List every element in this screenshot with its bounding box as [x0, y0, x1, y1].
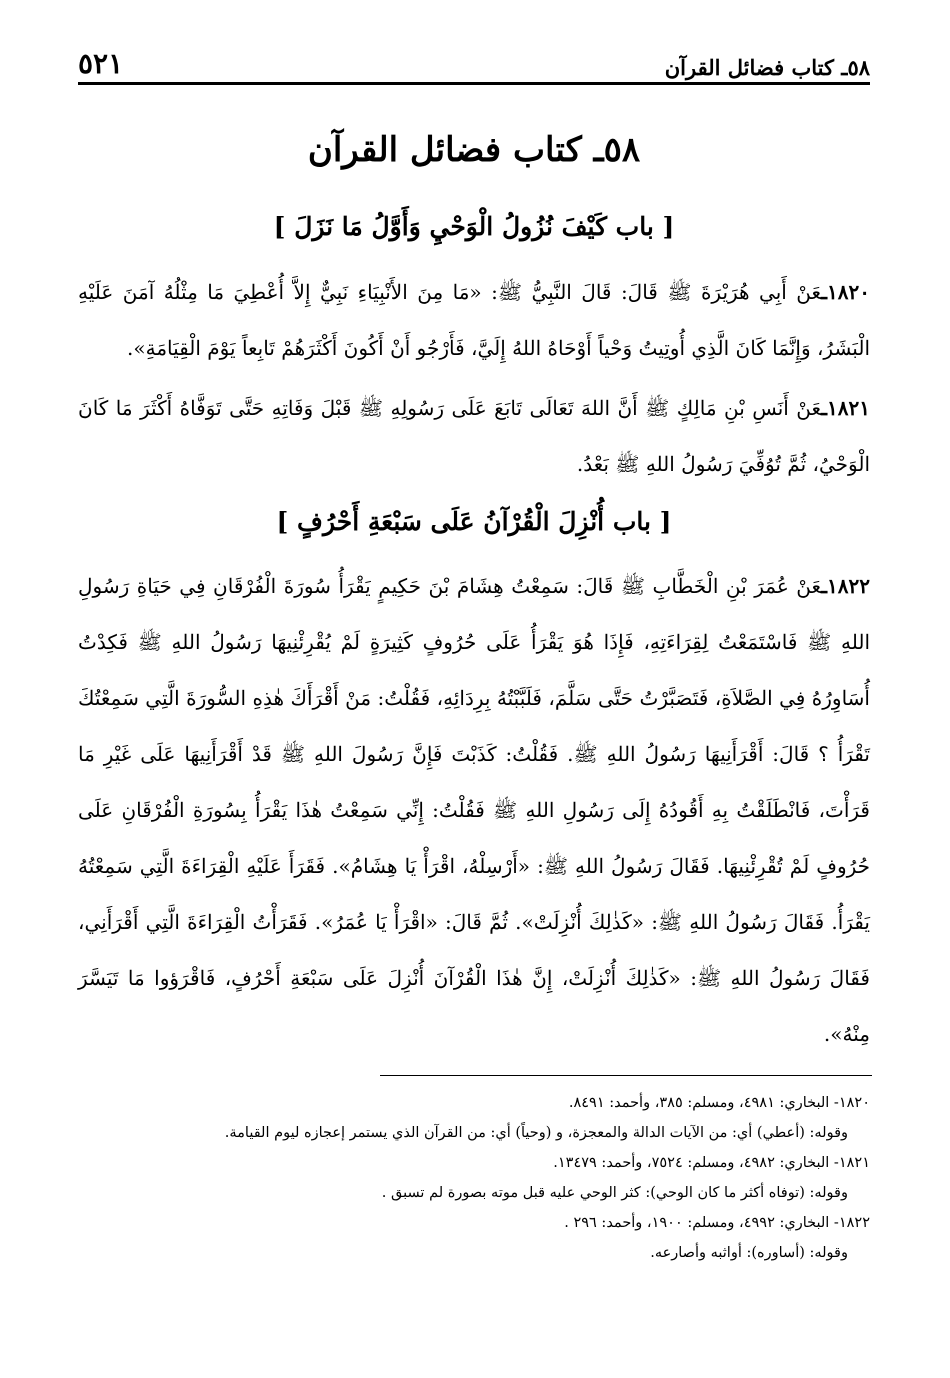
running-title: ٥٨ـ كتاب فضائل القرآن	[664, 55, 870, 80]
hadith-1821	[78, 380, 870, 492]
hadith-number: ١٨٢٢ـ	[821, 574, 870, 598]
footnote-reference: ١٨٢١- البخاري: ٤٩٨٢، ومسلم: ٧٥٢٤، وأحمد: ١٣٤٧٩.	[553, 1155, 870, 1171]
hadith-text: عَنْ أَبِي هُرَيْرَةَ ﷺ قَالَ: قَالَ النَّبِيُّ ﷺ: «مَا مِنَ الأَنْبِيَاءِ نَبِيٌّ إِلاَّ أُعْطِيَ مَا مِثْلُهُ آمَنَ عَلَيْهِ الْبَشَرُ، وَإِنَّمَا كَانَ الَّذِي أُوتِيتُ وَحْياً أَوْحَاهُ اللهُ إِلَيَّ، فَأَرْجُو أَنْ أَكُونَ أَكْثَرَهُمْ تَابِعاً يَوْمَ الْقِيَامَةِ».	[78, 280, 870, 360]
section-heading: [ باب أُنْزِلَ الْقُرْآنُ عَلَى سَبْعَةِ أَحْرُفٍ ]	[276, 507, 672, 536]
footnote-gloss: وقوله: (أعطي) أي: من الآيات الدالة والمعجزة، و (وحياً) أي: من القرآن الذي يستمر إعجازه ليوم القيامة.	[224, 1125, 848, 1141]
hadith-1820	[78, 264, 870, 376]
footnote-reference: ١٨٢٠- البخاري: ٤٩٨١، ومسلم: ٣٨٥، وأحمد: ٨٤٩١.	[568, 1095, 870, 1111]
footnote-reference: ١٨٢٢- البخاري: ٤٩٩٢، ومسلم: ١٩٠٠، وأحمد: ٢٩٦ .	[564, 1215, 870, 1231]
chapter-title: ٥٨ـ كتاب فضائل القرآن	[307, 130, 641, 170]
running-header	[78, 44, 870, 80]
hadith-text: عَنْ عُمَرَ بْنِ الْخَطَّابِ ﷺ قَالَ: سَمِعْتُ هِشَامَ بْنَ حَكِيمٍ يَقْرَأُ سُورَةَ الْفُرْقَانِ فِي حَيَاةِ رَسُولِ اللهِ ﷺ فَاسْتَمَعْتُ لِقِرَاءَتِهِ، فَإِذَا هُوَ يَقْرَأُ عَلَى حُرُوفٍ كَثِيرَةٍ لَمْ يُقْرِئْنِيهَا رَسُولُ اللهِ ﷺ فَكِدْتُ أُسَاوِرُهُ فِي الصَّلاَةِ، فَتَصَبَّرْتُ حَتَّى سَلَّمَ، فَلَبَّبْتُهُ بِرِدَائِهِ، فَقُلْتُ: مَنْ أَقْرَأَكَ هٰذِهِ السُّورَةَ الَّتِي سَمِعْتُكَ تَقْرَأُ ؟ قَالَ: أَقْرَأَنِيهَا رَسُولُ اللهِ ﷺ. فَقُلْتُ: كَذَبْتَ فَإِنَّ رَسُولَ اللهِ ﷺ قَدْ أَقْرَأَنِيهَا عَلَى غَيْرِ مَا قَرَأْتَ، فَانْطَلَقْتُ بِهِ أَقُودُهُ إِلَى رَسُولِ اللهِ ﷺ فَقُلْتُ: إِنِّي سَمِعْتُ هٰذَا يَقْرَأُ بِسُورَةِ الْفُرْقَانِ عَلَى حُرُوفٍ لَمْ تُقْرِئْنِيهَا. فَقَالَ رَسُولُ اللهِ ﷺ: «أَرْسِلْهُ، اقْرَأْ يَا هِشَامُ». فَقَرَأَ عَلَيْهِ الْقِرَاءَةَ الَّتِي سَمِعْتُهُ يَقْرَأُ. فَقَالَ رَسُولُ اللهِ ﷺ: «كَذٰلِكَ أُنْزِلَتْ». ثُمَّ قَالَ: «اقْرَأْ يَا عُمَرُ». فَقَرَأْتُ الْقِرَاءَةَ الَّتِي أَقْرَأَنِي، فَقَالَ رَسُولُ اللهِ ﷺ: «كَذٰلِكَ أُنْزِلَتْ، إِنَّ هٰذَا الْقُرْآنَ أُنْزِلَ عَلَى سَبْعَةِ أَحْرُفٍ، فَاقْرَؤوا مَا تَيَسَّرَ مِنْهُ».	[78, 574, 870, 1046]
footnote-gloss: وقوله: (توفاه أكثر ما كان الوحي): كثر الوحي عليه قبل موته بصورة لم تسبق .	[381, 1185, 848, 1201]
hadith-1822	[78, 558, 870, 1062]
hadith-number: ١٨٢٠ـ	[821, 280, 870, 304]
hadith-number: ١٨٢١ـ	[821, 396, 870, 420]
footnote-gloss: وقوله: (أساوره): أواثبه وأصارعه.	[650, 1245, 848, 1261]
header-rule	[78, 82, 870, 85]
footnote-divider	[380, 1075, 872, 1076]
page-number: ٥٢١	[78, 47, 124, 80]
footnotes	[78, 1088, 870, 1268]
hadith-text: عَنْ أَنَسِ بْنِ مَالِكٍ ﷺ أَنَّ اللهَ تَعَالَى تَابَعَ عَلَى رَسُولِهِ ﷺ قَبْلَ وَفَاتِهِ حَتَّى تَوَفَّاهُ أَكْثَرَ مَا كَانَ الْوَحْيُ، ثُمَّ تُوُفِّيَ رَسُولُ اللهِ ﷺ بَعْدُ.	[78, 396, 870, 476]
section-heading: [ باب كَيْفَ نُزُولُ الْوَحْيِ وَأَوَّلُ مَا نَزَلَ ]	[273, 212, 675, 241]
